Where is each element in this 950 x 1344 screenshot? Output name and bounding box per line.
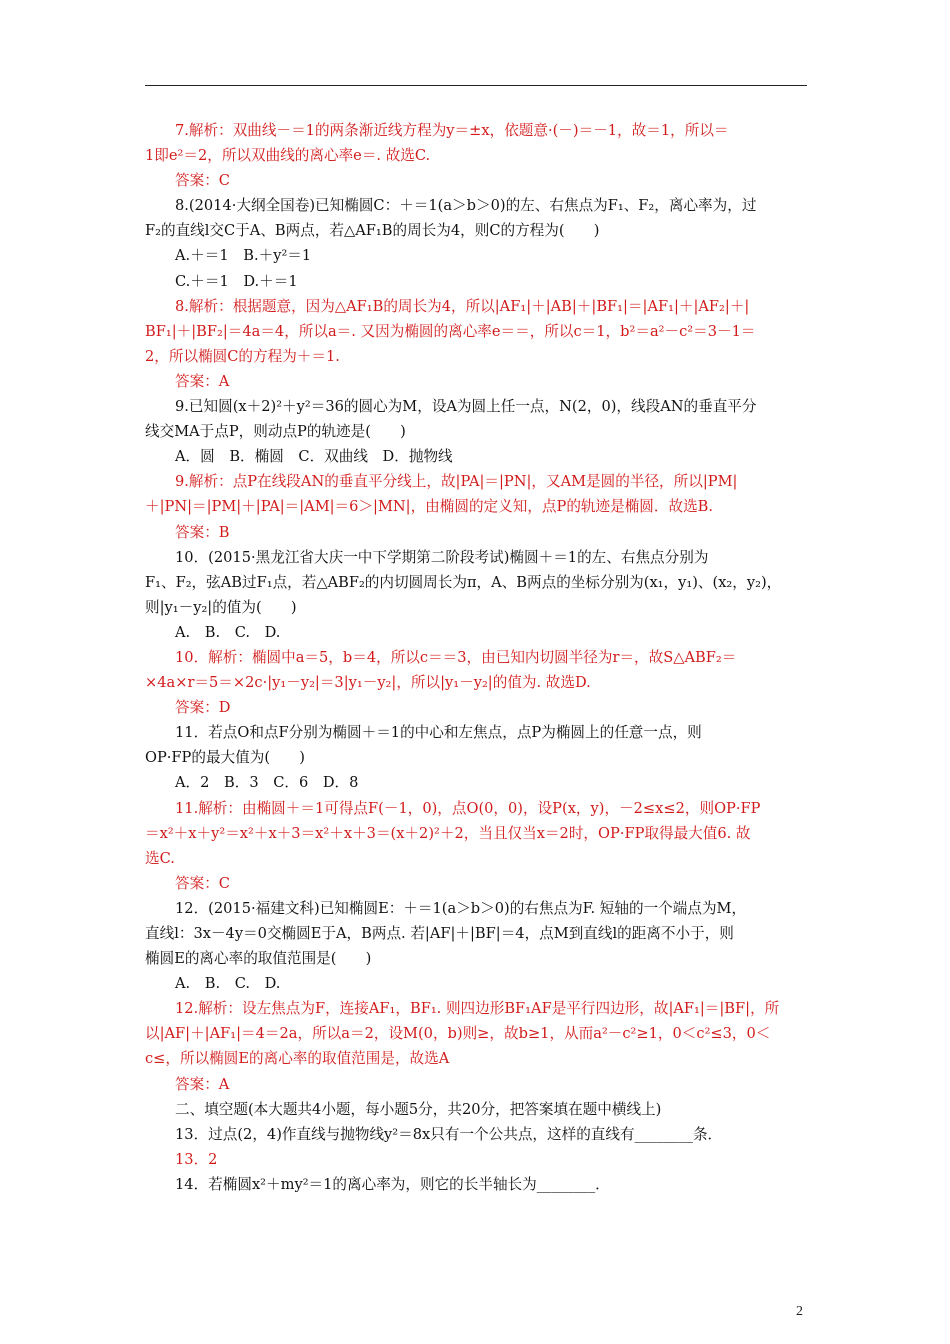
solution-line: 答案：B [175, 523, 230, 541]
solution-line: BF₁|＋|BF₂|＝4a＝4，所以a＝. 又因为椭圆的离心率e＝＝，所以c＝1，b²＝a²－c²＝3－1＝ [145, 322, 756, 340]
solution-line: 答案：D [175, 699, 231, 717]
question-line: 10．(2015·黑龙江省大庆一中下学期第二阶段考试)椭圆＋＝1的左、右焦点分别为 [175, 548, 709, 566]
question-line: 线交MA于点P，则动点P的轨迹是( ) [145, 423, 406, 441]
question-line: F₁、F₂，弦AB过F₁点，若△ABF₂的内切圆周长为π，A、B两点的坐标分别为(x₁，y₁)、(x₂，y₂)， [145, 573, 782, 591]
solution-line: ＝x²＋x＋y²＝x²＋x＋3＝x²＋x＋3＝(x＋2)²＋2，当且仅当x＝2时，OP·FP取得最大值6. 故 [145, 824, 751, 842]
solution-line: 9.解析：点P在线段AN的垂直平分线上，故|PA|＝|PN|，又AM是圆的半径，所以|PM| [175, 473, 738, 491]
question-line: 椭圆E的离心率的取值范围是( ) [145, 950, 372, 968]
question-line: 则|y₁－y₂|的值为( ) [145, 598, 297, 616]
solution-line: 答案：A [175, 1075, 230, 1093]
question-line: F₂的直线l交C于A、B两点，若△AF₁B的周长为4，则C的方程为( ) [145, 222, 600, 240]
solution-line: 1即e²＝2，所以双曲线的离心率e＝. 故选C. [145, 147, 431, 165]
solution-line: 11.解析：由椭圆＋＝1可得点F(－1，0)，点O(0，0)，设P(x，y)，－2≤x≤2，则OP·FP [175, 799, 761, 817]
solution-line: 8.解析：根据题意，因为△AF₁B的周长为4，所以|AF₁|＋|AB|＋|BF₁|＝|AF₁|＋|AF₂|＋| [175, 297, 750, 315]
question-line: 12．(2015·福建文科)已知椭圆E：＋＝1(a＞b＞0)的右焦点为F. 短轴的一个端点为M， [175, 899, 747, 917]
question-line: 8.(2014·大纲全国卷)已知椭圆C：＋＝1(a＞b＞0)的左、右焦点为F₁、F₂，离心率为，过 [175, 197, 757, 215]
question-line: OP·FP的最大值为( ) [145, 749, 305, 767]
solution-line: 答案：C [175, 874, 230, 892]
question-line: 直线l：3x－4y＝0交椭圆E于A，B两点. 若|AF|＋|BF|＝4，点M到直线l的距离不小于，则 [145, 925, 734, 942]
page-number: 2 [796, 1304, 803, 1319]
question-line: 11．若点O和点F分别为椭圆＋＝1的中心和左焦点，点P为椭圆上的任意一点，则 [175, 724, 702, 742]
solution-line: 答案：A [175, 372, 230, 390]
solution-line: 10．解析：椭圆中a＝5，b＝4，所以c＝＝3，由已知内切圆半径为r＝，故S△ABF₂＝ [175, 648, 737, 666]
question-line: A．圆 B．椭圆 C．双曲线 D．抛物线 [175, 448, 453, 466]
header-rule [145, 85, 807, 86]
solution-line: 以|AF|＋|AF₁|＝4＝2a，所以a＝2，设M(0，b)则≥，故b≥1，从而a²－c²≥1，0＜c²≤3，0＜ [145, 1025, 771, 1043]
solution-line: ×4a×r＝5＝×2c·|y₁－y₂|＝3|y₁－y₂|，所以|y₁－y₂|的值为. 故选D. [145, 674, 591, 692]
question-line: A. B. C. D. [175, 623, 281, 641]
question-line: 9.已知圆(x＋2)²＋y²＝36的圆心为M，设A为圆上任一点，N(2，0)，线段AN的垂直平分 [175, 398, 757, 416]
question-line: 14．若椭圆x²＋my²＝1的离心率为，则它的长半轴长为________． [175, 1175, 610, 1193]
solution-line: c≤，所以椭圆E的离心率的取值范围是，故选A [145, 1050, 450, 1068]
question-line: C.＋＝1 D.＋＝1 [175, 272, 298, 290]
question-line: 13．过点(2，4)作直线与抛物线y²＝8x只有一个公共点，这样的直线有________条． [175, 1125, 723, 1143]
question-line: A．2 B．3 C．6 D．8 [175, 774, 359, 792]
solution-line: 选C. [145, 849, 175, 867]
solution-line: 13．2 [175, 1150, 218, 1168]
page-body [145, 118, 807, 1197]
solution-line: 2，所以椭圆C的方程为＋＝1. [145, 347, 340, 365]
solution-line: 12.解析：设左焦点为F，连接AF₁，BF₁. 则四边形BF₁AF是平行四边形，故|AF₁|＝|BF|，所 [175, 1000, 780, 1018]
question-line: 二、填空题(本大题共4小题，每小题5分，共20分，把答案填在题中横线上) [175, 1100, 662, 1118]
question-line: A. B. C. D. [175, 975, 281, 993]
solution-line: 7.解析：双曲线－＝1的两条渐近线方程为y＝±x，依题意·(－)＝－1，故＝1，所以＝ [175, 122, 729, 139]
solution-line: ＋|PN|＝|PM|＋|PA|＝|AM|＝6＞|MN|，由椭圆的定义知，点P的轨迹是椭圆．故选B. [145, 498, 714, 516]
question-line: A.＋＝1 B.＋y²＝1 [175, 247, 312, 265]
solution-line: 答案：C [175, 172, 230, 190]
